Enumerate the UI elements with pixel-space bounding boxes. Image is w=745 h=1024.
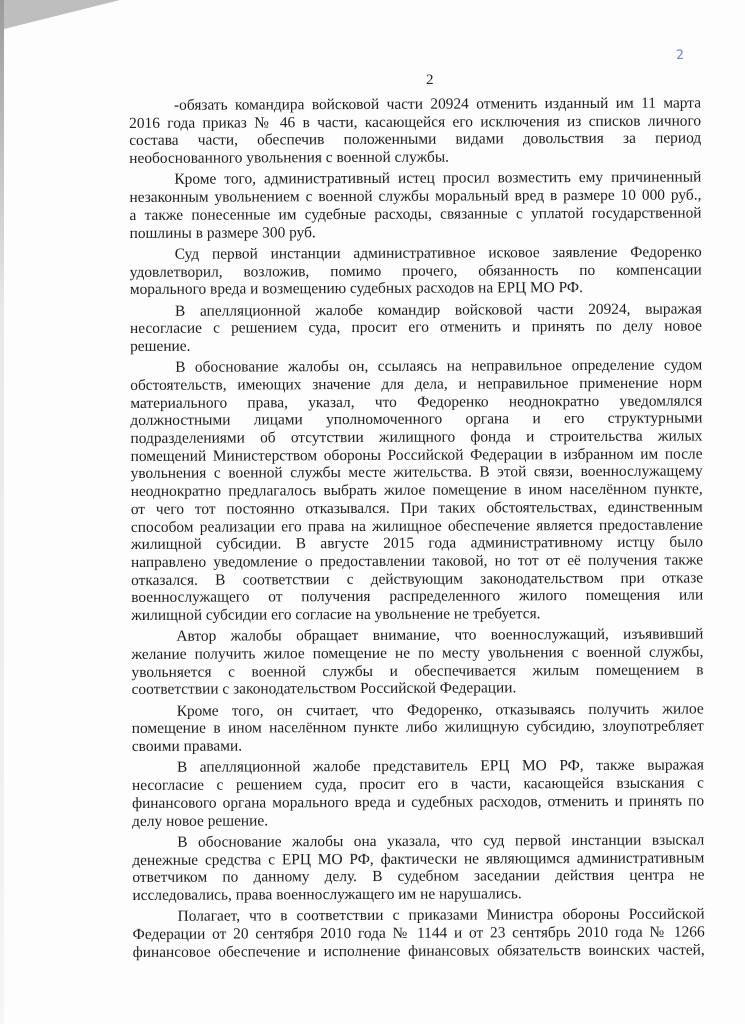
text-line: подразделениями об отсутствии жилищного фонда и строительства жилых: [130, 427, 703, 448]
text-line: Полагает, что в соответствии с приказами Министра обороны Российской: [177, 905, 705, 926]
text-line: увольняется с военной службы и обеспечивается жилым помещением в: [131, 661, 704, 681]
text-line: Кроме того, административный истец просил возместить ему причиненный: [174, 168, 702, 189]
text-line: жилищной субсидии его согласие на увольнение не требуется.: [131, 605, 541, 625]
text-line: В обоснование жалобы она указала, что суд первой инстанции взыскал: [177, 831, 705, 851]
text-line: соответствии с законодательством Российской Федерации.: [131, 679, 517, 699]
text-line: морального вреда и возмещению судебных расходов на ЕРЦ МО РФ.: [129, 279, 583, 299]
page-number: 2: [426, 72, 434, 88]
text-line: Кроме того, он считает, что Федоренко, отказываясь получить жилое: [176, 700, 704, 720]
text-line: обстоятельств, имеющих значение для дела, и неправильное применение норм: [130, 374, 703, 394]
paragraph: [129, 169, 701, 242]
text-line: должностными лицами уполномоченного органа и его структурными: [130, 409, 703, 430]
text-line: удовлетворил, возложив, помимо прочего, обязанность по компенсации: [129, 261, 702, 281]
text-line: направлено уведомление о предоставлении таковой, но тот от её получения также: [130, 551, 704, 571]
text-line: желание получить жилое помещение не по месту увольнения с военной службы,: [131, 643, 704, 664]
text-line: материального права, указал, что Федоренко неоднократно уведомлялся: [130, 392, 703, 412]
text-line: от чего тот постоянно отказывался. При таких обстоятельствах, единственным: [130, 498, 703, 518]
handwritten-page-mark: 2: [675, 47, 685, 64]
paragraph: [130, 300, 702, 356]
paragraph: [132, 700, 704, 756]
text-line: Автор жалобы обращает внимание, что военнослужащий, изъявивший: [176, 625, 704, 646]
text-line: отказался. В соответствии с действующим законодательством при отказе: [131, 569, 704, 589]
text-line: Суд первой инстанции административное исковое заявление Федоренко: [174, 243, 702, 263]
text-line: жилищной субсидии. В августе 2015 года административному истцу было: [130, 533, 703, 554]
text-line: неоднократно предлагалось выбрать жилое помещение в ином населённом пункте,: [130, 480, 703, 501]
text-line: исследовались, права военнослужащего им не нарушались.: [132, 885, 522, 904]
text-line: делу новое решение.: [132, 811, 269, 830]
text-line: несогласие с решением суда, просит его отменить и принять по делу новое: [129, 317, 703, 338]
paragraph: [130, 357, 703, 625]
text-line: военнослужащего от получения распределенного жилого помещения или: [131, 586, 704, 607]
text-line: незаконным увольнением с военной службы моральный вред в размере 10 000 руб.,: [129, 186, 702, 207]
paragraph: [129, 95, 701, 168]
paragraph: [131, 626, 703, 699]
paragraph: [133, 906, 705, 962]
text-line: В обоснование жалобы он, ссылаясь на неправильное определение судом: [175, 356, 703, 377]
text-line: решение.: [130, 337, 191, 355]
scan-edge-shadow: [0, 0, 120, 30]
text-line: денежные средства с ЕРЦ МО РФ, фактически не являющимся административным: [132, 849, 705, 869]
text-line: несогласие с решением суда, просит его в части, касающейся взыскания с: [131, 774, 705, 795]
text-line: помещений Министерством обороны Российской Федерации в избранном им после: [130, 445, 703, 465]
text-line: своими правами.: [131, 737, 243, 756]
text-line: финансовое обеспечение и исполнение финансовых обязательств воинских частей,: [132, 941, 705, 961]
text-line: ответчиком по данному делу. В судебном заседании действия центра не: [132, 866, 705, 887]
paragraph: [132, 831, 704, 904]
text-line: увольнения с военной службы месте жительства. В этой связи, военнослужащему: [130, 462, 703, 483]
text-line: а также понесенные им судебные расходы, связанные с уплатой государственной: [129, 204, 702, 224]
text-line: Федерации от 20 сентября 2010 года № 1144 и от 23 сентябрь 2010 года № 1266: [132, 923, 705, 943]
scan-edge-border: [0, 0, 4, 1024]
text-line: необоснованного увольнения с военной службы.: [129, 148, 450, 168]
paragraph: [132, 757, 704, 830]
text-line: состава части, обеспечив положенными видами довольствия за период: [129, 129, 702, 150]
text-line: пошлины в размере 300 руб.: [129, 223, 316, 242]
text-line: помещение в ином населённом пункте либо жилищную субсидию, злоупотребляет: [131, 717, 704, 738]
text-line: способом реализации его права на жилищное обеспечение является предоставление: [130, 516, 703, 536]
text-line: В апелляционной жалобе командир войсковой части 20924, выражая: [174, 300, 702, 320]
paragraph: [130, 243, 702, 299]
text-line: 2016 года приказ № 46 в части, касающейся его исключения из списков личного: [129, 112, 702, 132]
text-line: финансового органа морального вреда и судебных расходов, отменить и принять по: [132, 792, 705, 812]
document-body: [129, 95, 705, 965]
text-line: -обязать командира войсковой части 20924 отменить изданный им 11 марта: [173, 94, 702, 114]
text-line: В апелляционной жалобе представитель ЕРЦ МО РФ, также выражая: [176, 756, 704, 777]
